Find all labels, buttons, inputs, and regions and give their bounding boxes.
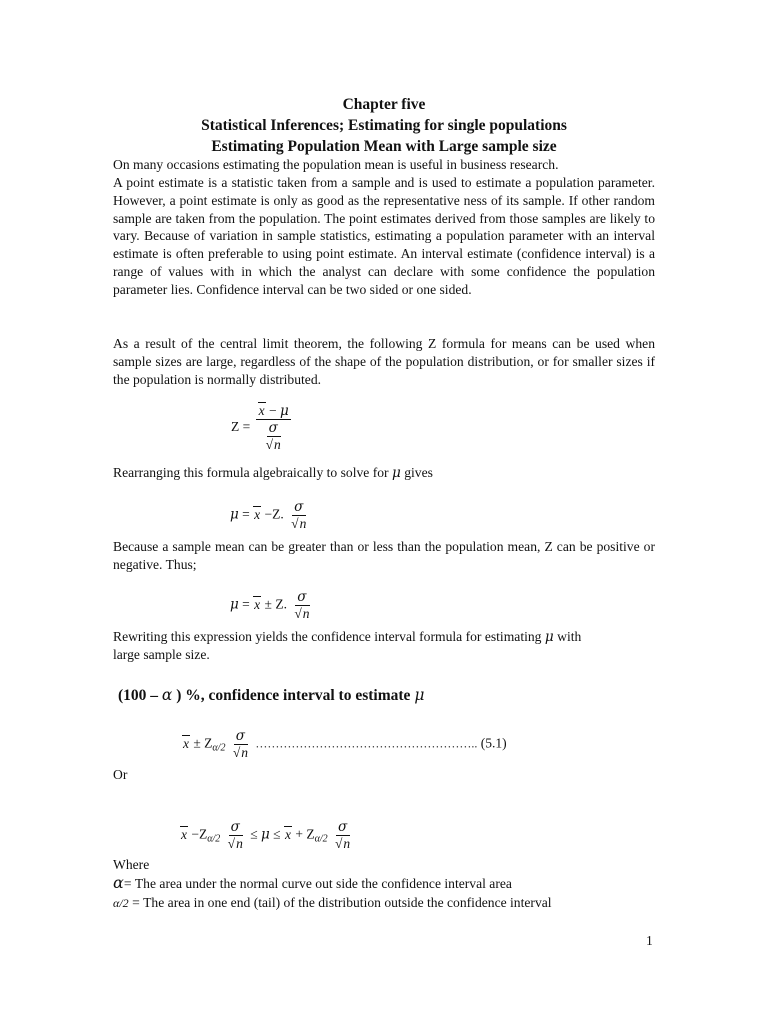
page-number: 1 [646, 933, 653, 948]
confidence-interval-inequality: $x -Z_{\alpha/2}$ $\frac{\sigma}{√n}$ ≤ $\mu \le x + Z_{\alpha/2}$ $\frac{\sigma}{√n}$ [181, 819, 351, 851]
title-line-2: Statistical Inferences; Estimating for single populations [201, 117, 567, 134]
mu-formula: μ = x −Z. $\frac{\sigma}{√n}$ [230, 499, 307, 531]
z-formula [231, 404, 293, 452]
rearranging-text: Rearranging this formula algebraically to solve for μ gives [113, 465, 433, 481]
z-fraction: $\frac{x - \mu}{\frac{\sigma}{√n}}$ [256, 404, 291, 452]
equation-number: (5.1) [480, 735, 507, 751]
mu-plusminus-formula: μ = x ± Z. $\frac{\sigma}{√n}$ [230, 589, 310, 621]
or-label: Or [113, 767, 128, 782]
where-label: Where [113, 857, 150, 872]
paragraph-2: A point estimate is a statistic taken from a sample and is used to estimate a population parameter. However, a point estimate is only as good as the representative ness of its sample. If other random sample are taken from the population. The point estimates derived from those samples are likely to vary. Because of variation in sample statistics, estimating a population parameter with an interval estimate is often preferable to using point estimate. An interval estimate (confidence interval) is a range of values with in which the analyst can declare with some confidence the population parameter lies. Confidence interval can be two sided or one sided. [113, 175, 655, 297]
definition-alpha: α= The area under the normal curve out side the confidence interval area [113, 873, 512, 892]
title-line-3: Estimating Population Mean with Large sample size [211, 138, 557, 155]
paragraph-4: Because a sample mean can be greater than or less than the population mean, Z can be positive or negative. Thus; [113, 539, 655, 572]
chapter-heading: Chapter five [342, 96, 426, 113]
z-equals: Z = [231, 419, 251, 435]
paragraph-3: As a result of the central limit theorem, the following Z formula for means can be used when sample sizes are large, regardless of the shape of the population distribution, or for smaller sizes if the population is normally distributed. [113, 336, 655, 387]
definition-alpha-half: α/2 = The area in one end (tail) of the distribution outside the confidence interval [113, 895, 552, 910]
rewriting-text-line-2: large sample size. [113, 647, 210, 662]
rewriting-text: Rewriting this expression yields the confidence interval formula for estimating μ with [113, 629, 582, 645]
paragraph-1: On many occasions estimating the population mean is useful in business research. [113, 157, 559, 172]
equation-5-1: $x \pm Z_{\alpha/2}$ $\frac{\sigma}{√n}$ ……………………………………………….. (5.1) [183, 728, 507, 760]
confidence-interval-heading: (100 – α ) %, confidence interval to estimate μ [118, 686, 425, 704]
